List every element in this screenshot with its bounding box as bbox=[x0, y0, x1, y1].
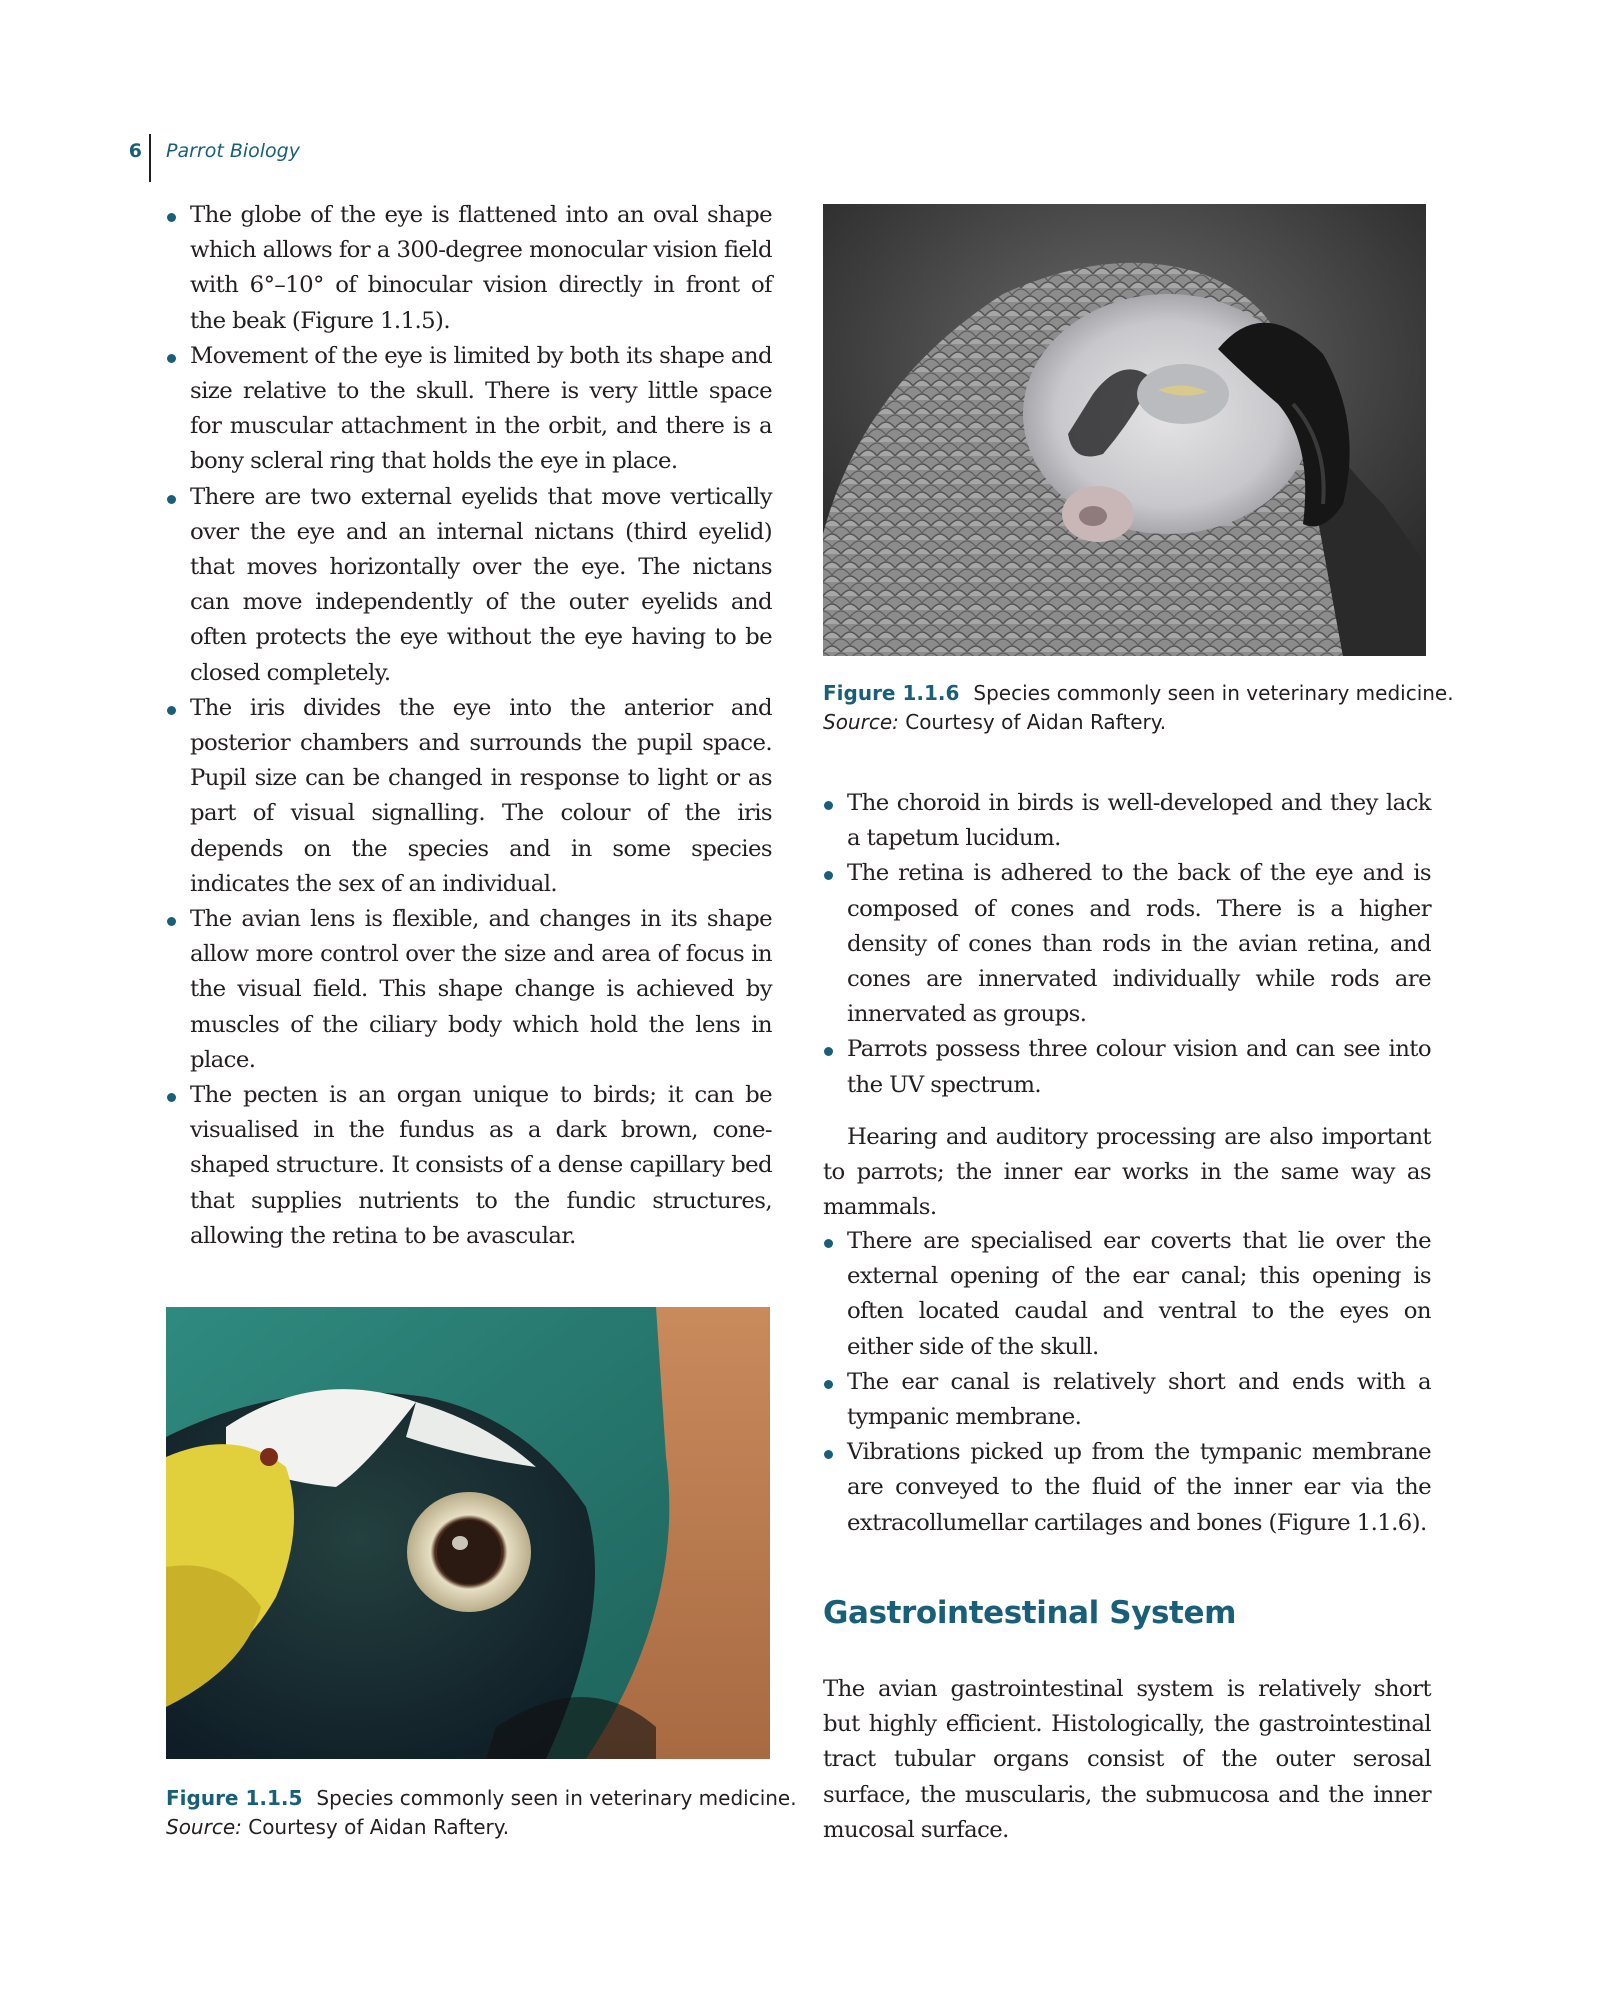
caption-source-text: Courtesy of Aidan Raftery. bbox=[905, 709, 1167, 734]
grey-parrot-image bbox=[823, 204, 1426, 656]
bullet-item: Parrots possess three colour vision and can see into the UV spectrum. bbox=[823, 1032, 1431, 1102]
bullet-item: The iris divides the eye into the anterior and posterior chambers and surrounds the pupil space. Pupil size can be changed in response to light or as part of visual signalling. The colour of the iris depends on the species and in some species indicates the sex of an individual. bbox=[166, 691, 772, 902]
bullet-item: The avian lens is flexible, and changes in its shape allow more control over the size and area of focus in the visual field. This shape change is achieved by muscles of the ciliary body which hold the lens in place. bbox=[166, 902, 772, 1078]
figure-1-1-5-caption bbox=[166, 1784, 806, 1841]
bullet-item: Movement of the eye is limited by both its shape and size relative to the skull. There is very little space for muscular attachment in the orbit, and there is a bony scleral ring that holds the eye in place. bbox=[166, 339, 772, 480]
bullet-item: The pecten is an organ unique to birds; it can be visualised in the fundus as a dark brown, cone-shaped structure. It consists of a dense capillary bed that supplies nutrients to the fundic structures, allowing the retina to be avascular. bbox=[166, 1078, 772, 1254]
page-number: 6 bbox=[128, 140, 142, 162]
figure-1-1-6-photo bbox=[823, 204, 1426, 656]
running-head: Parrot Biology bbox=[166, 140, 300, 162]
figure-label: Figure 1.1.5 bbox=[166, 1786, 303, 1810]
section-heading: Gastrointestinal System bbox=[823, 1595, 1236, 1631]
vision-bullet-list bbox=[823, 786, 1431, 1103]
caption-source-text: Courtesy of Aidan Raftery. bbox=[248, 1814, 510, 1839]
left-column-bullet-list bbox=[166, 198, 772, 1254]
caption-text: Species commonly seen in veterinary medicine. bbox=[973, 681, 1454, 705]
figure-1-1-6-caption bbox=[823, 679, 1463, 736]
figure-label: Figure 1.1.6 bbox=[823, 681, 960, 705]
caption-text: Species commonly seen in veterinary medicine. bbox=[316, 1786, 797, 1810]
bullet-item: The retina is adhered to the back of the eye and is composed of cones and rods. There is a higher density of cones than rods in the avian retina, and cones are innervated individually while rods are innervated as groups. bbox=[823, 856, 1431, 1032]
caption-source-label: Source: bbox=[823, 709, 899, 734]
parrot-eye-closeup-image bbox=[166, 1307, 770, 1759]
bullet-item: There are specialised ear coverts that lie over the external opening of the ear canal; this opening is often located caudal and ventral to the eyes on either side of the skull. bbox=[823, 1224, 1431, 1365]
bullet-item: The ear canal is relatively short and ends with a tympanic membrane. bbox=[823, 1365, 1431, 1435]
hearing-bullet-list bbox=[823, 1224, 1431, 1541]
gastrointestinal-paragraph: The avian gastrointestinal system is relatively short but highly efficient. Histologically, the gastrointestinal tract tubular organs consist of the outer serosal surface, the muscularis, the submucosa and the inner mucosal surface. bbox=[823, 1676, 1431, 1843]
bullet-item: The globe of the eye is flattened into an oval shape which allows for a 300-degree monocular vision field with 6°–10° of binocular vision directly in front of the beak (Figure 1.1.5). bbox=[166, 198, 772, 339]
bullet-item: The choroid in birds is well-developed and they lack a tapetum lucidum. bbox=[823, 786, 1431, 856]
bullet-item: Vibrations picked up from the tympanic membrane are conveyed to the fluid of the inner ear via the extracollumellar cartilages and bones (Figure 1.1.6). bbox=[823, 1435, 1431, 1541]
bullet-item: There are two external eyelids that move vertically over the eye and an internal nictans (third eyelid) that moves horizontally over the eye. The nictans can move independently of the outer eyelids and often protects the eye without the eye having to be closed completely. bbox=[166, 480, 772, 691]
header-divider bbox=[149, 134, 151, 182]
hearing-paragraph: Hearing and auditory processing are also important to parrots; the inner ear works in the same way as mammals. bbox=[823, 1124, 1431, 1221]
figure-1-1-5-photo bbox=[166, 1307, 770, 1759]
caption-source-label: Source: bbox=[166, 1814, 242, 1839]
